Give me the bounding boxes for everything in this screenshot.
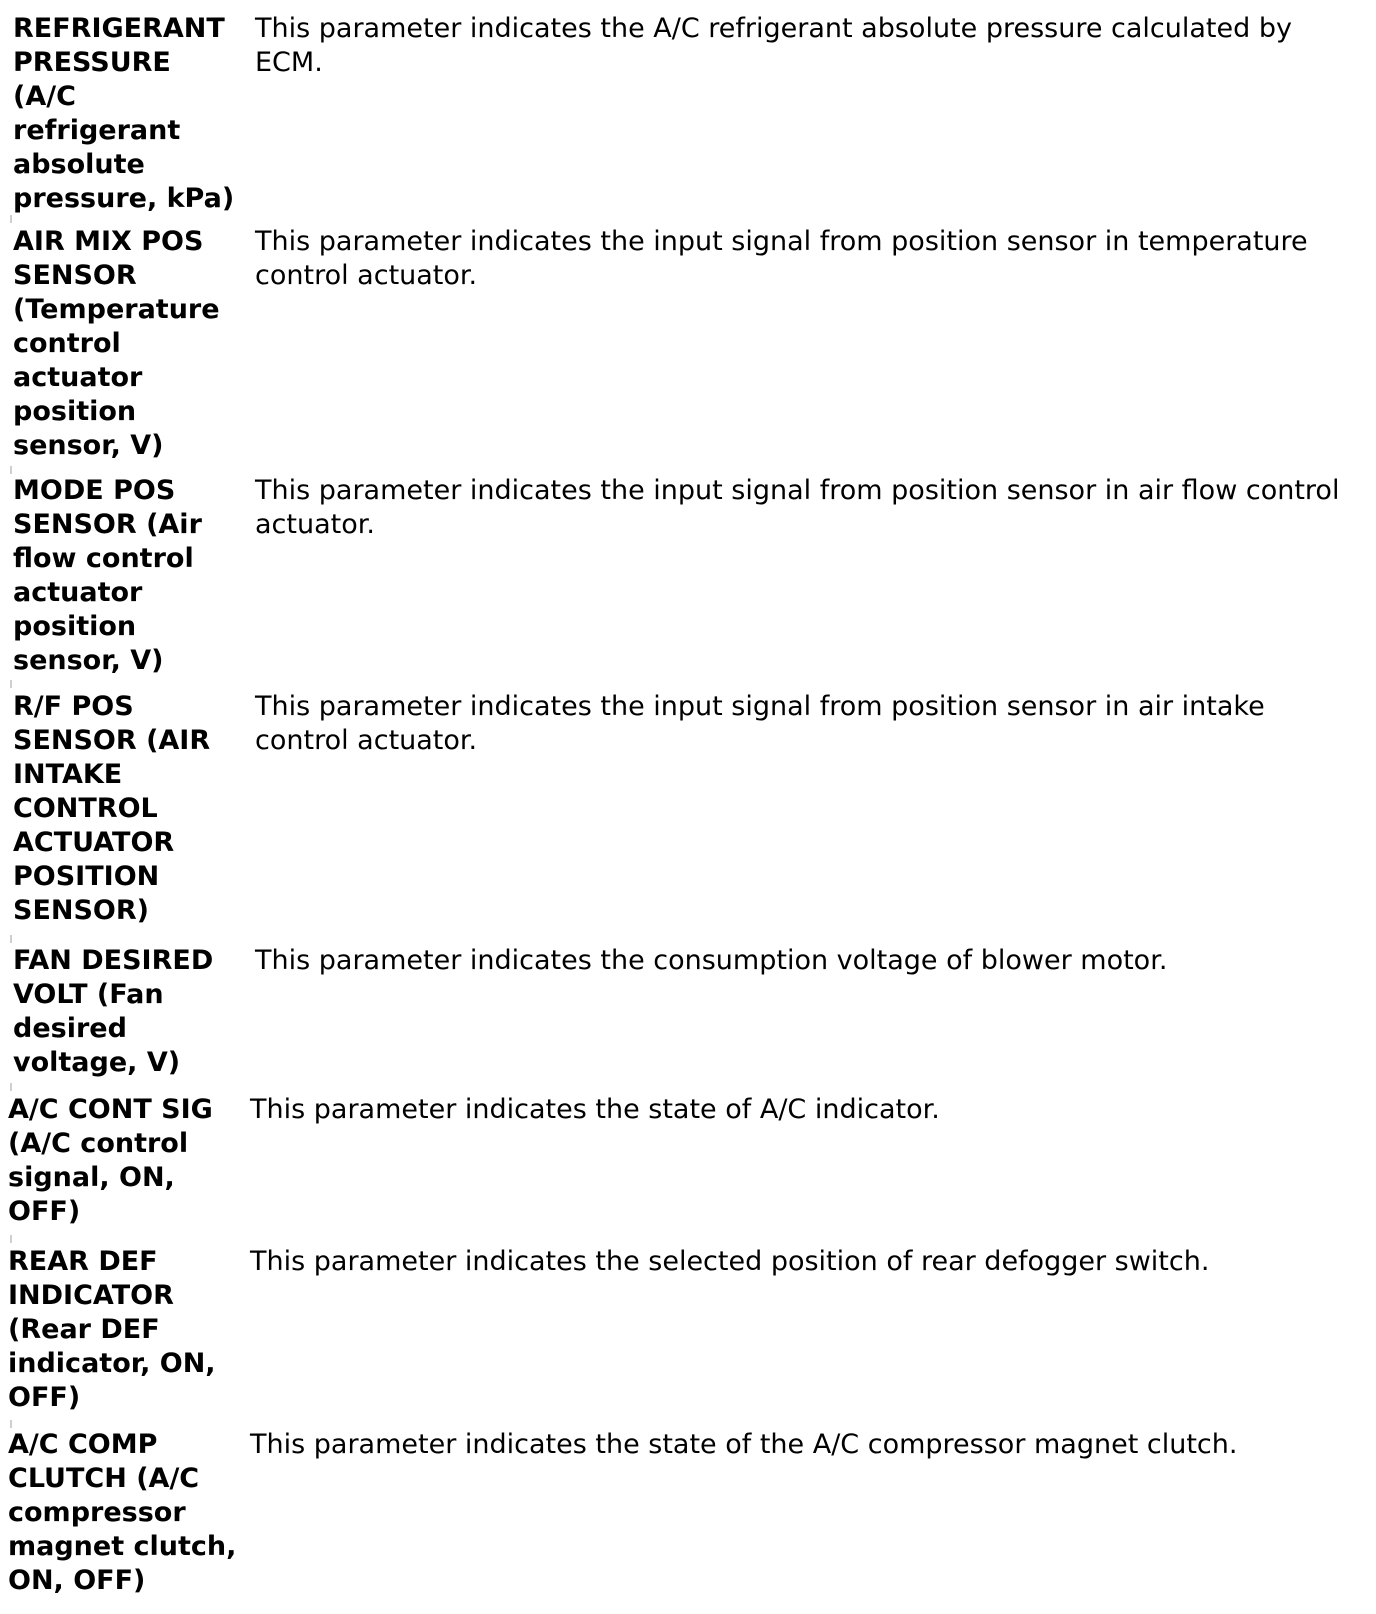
- parameter-description: This parameter indicates the input signal from position sensor in air intake control actuator.: [255, 691, 1265, 756]
- parameter-name: FAN DESIRED VOLT (Fan desired voltage, V): [13, 945, 214, 1078]
- parameter-name: MODE POS SENSOR (Air flow control actuator position sensor, V): [13, 475, 202, 676]
- row-divider: [10, 1083, 12, 1091]
- parameter-description: This parameter indicates the state of the A/C compressor magnet clutch.: [250, 1429, 1238, 1460]
- parameter-name: A/C COMP CLUTCH (A/C compressor magnet clutch, ON, OFF): [8, 1429, 237, 1596]
- parameter-description: This parameter indicates the consumption voltage of blower motor.: [255, 945, 1168, 976]
- row-divider: [10, 935, 12, 943]
- row-divider: [10, 1420, 12, 1428]
- parameter-description: This parameter indicates the selected position of rear defogger switch.: [250, 1246, 1210, 1277]
- parameter-description: This parameter indicates the A/C refrigerant absolute pressure calculated by ECM.: [255, 13, 1292, 78]
- parameter-name: A/C CONT SIG (A/C control signal, ON, OFF): [8, 1094, 213, 1227]
- row-divider: [10, 466, 12, 474]
- parameter-name: REAR DEF INDICATOR (Rear DEF indicator, ON, OFF): [8, 1246, 216, 1413]
- row-divider: [10, 1235, 12, 1243]
- parameter-description: This parameter indicates the input signal from position sensor in temperature control actuator.: [255, 226, 1308, 291]
- row-divider: [10, 215, 12, 223]
- row-divider: [10, 680, 12, 688]
- parameter-description: This parameter indicates the state of A/C indicator.: [250, 1094, 940, 1125]
- parameter-description: This parameter indicates the input signal from position sensor in air flow control actuator.: [255, 475, 1340, 540]
- parameter-name: AIR MIX POS SENSOR (Temperature control actuator position sensor, V): [13, 226, 220, 461]
- parameter-name: R/F POS SENSOR (AIR INTAKE CONTROL ACTUATOR POSITION SENSOR): [13, 691, 211, 926]
- parameter-name: REFRIGERANT PRESSURE (A/C refrigerant absolute pressure, kPa): [13, 13, 235, 214]
